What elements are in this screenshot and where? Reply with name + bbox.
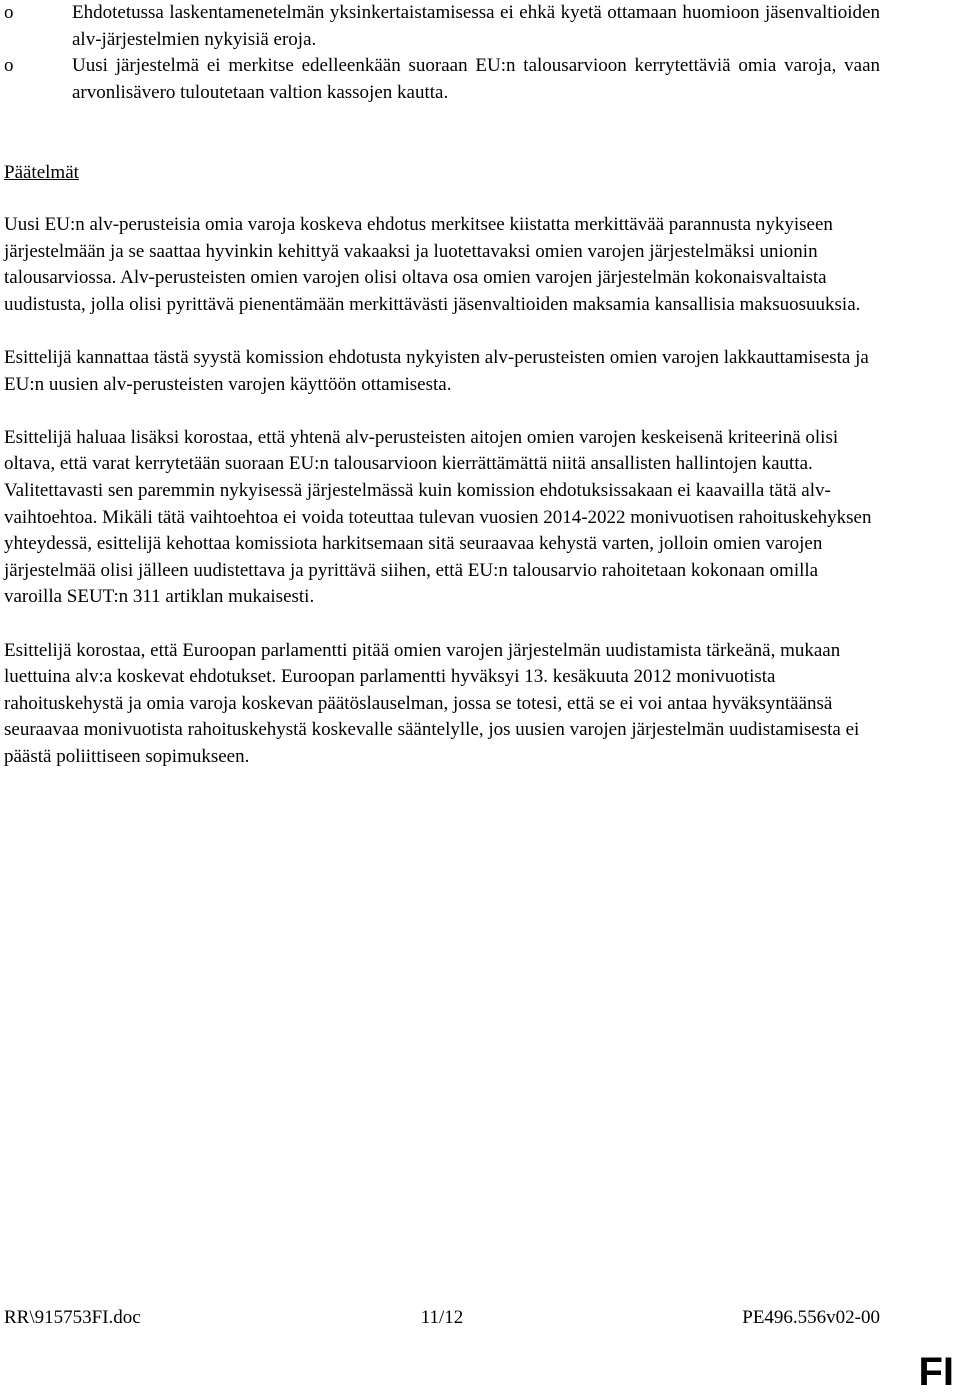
paragraph: Esittelijä kannattaa tästä syystä komission ehdotusta nykyisten alv-perusteisten omien varojen lakkauttamisesta ja EU:n uusien alv-perusteisten varojen käyttöön ottamisesta.	[4, 346, 869, 395]
language-code: FI	[918, 1350, 954, 1394]
bullet-text: Uusi järjestelmä ei merkitse edelleenkään suoraan EU:n talousarvioon kerrytettäviä omia varoja, vaan arvonlisävero tuloutetaan valtion kassojen kautta.	[72, 55, 880, 103]
bullet-marker: o	[4, 2, 14, 23]
bullet-list	[4, 0, 880, 106]
footer-pe-ref: PE496.556v02-00	[742, 1307, 880, 1328]
footer-page-number: 11/12	[420, 1307, 464, 1328]
bullet-text: Ehdotetussa laskentamenetelmän yksinkertaistamisessa ei ehkä kyetä ottamaan huomioon jäsenvaltioiden alv-järjestelmien nykyisiä eroja.	[72, 2, 880, 50]
page-footer	[4, 1305, 880, 1331]
paragraph: Esittelijä haluaa lisäksi korostaa, että yhtenä alv-perusteisten aitojen omien varojen keskeisenä kriteerinä olisi oltava, että varat kerrytetään suoraan EU:n talousarvioon kierrättämättä niitä ansallisten hallintojen kautta. Valitettavasti sen paremmin nykyisessä järjestelmässä kuin komission ehdotuksissakaan ei kaavailla tätä alv-vaihtoehtoa. Mikäli tätä vaihtoehtoa ei voida toteuttaa tulevan vuosien 2014-2022 monivuotisen rahoituskehyksen yhteydessä, esittelijä kehottaa komissiota harkitsemaan sitä seuraavaa kehystä varten, jolloin omien varojen järjestelmää olisi jälleen uudistettava ja pyrittävä siihen, että EU:n talousarvio rahoitetaan kokonaan omilla varoilla SEUT:n 311 artiklan mukaisesti.	[4, 426, 872, 608]
document-body	[4, 212, 880, 797]
paragraph: Esittelijä korostaa, että Euroopan parlamentti pitää omien varojen järjestelmän uudistamista tärkeänä, mukaan luettuina alv:a koskevat ehdotukset. Euroopan parlamentti hyväksyi 13. kesäkuuta 2012 monivuotista rahoituskehystä ja omia varoja koskevan päätöslauselman, jossa se totesi, että se ei voi antaa hyväksyntäänsä seuraavaa monivuotista rahoituskehystä koskevalle sääntelylle, jos uusien varojen järjestelmän uudistamisesta ei päästä poliittiseen sopimukseen.	[4, 639, 860, 767]
bullet-marker: o	[4, 55, 14, 77]
paragraph: Uusi EU:n alv-perusteisia omia varoja koskeva ehdotus merkitsee kiistatta merkittävää parannusta nykyiseen järjestelmään ja se saattaa hyvinkin kehittyä vakaaksi ja luotettavaksi omien varojen järjestelmäksi unionin talousarviossa. Alv-perusteisten omien varojen olisi oltava osa omien varojen järjestelmän kokonaisvaltaista uudistusta, jolla olisi pyrittävä pienentämään merkittävästi jäsenvaltioiden maksamia kansallisia maksuosuuksia.	[4, 214, 861, 315]
section-heading: Päätelmät	[4, 162, 79, 183]
footer-doc-ref: RR\915753FI.doc	[4, 1307, 141, 1328]
bullet-item	[4, 53, 880, 106]
bullet-item	[4, 0, 880, 53]
